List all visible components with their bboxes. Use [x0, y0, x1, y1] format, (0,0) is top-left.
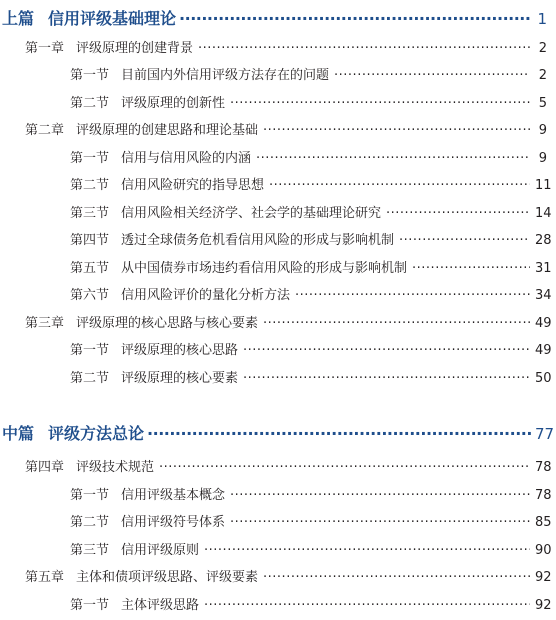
- part-label: 上篇: [2, 9, 35, 28]
- page-number: 50: [535, 371, 552, 386]
- section-title: 信用评级原则: [121, 543, 200, 558]
- toc-part[interactable]: [2, 6, 547, 28]
- section-title: 主体评级思路: [121, 598, 200, 613]
- dot-leader: [230, 515, 530, 530]
- dot-leader: [412, 261, 530, 276]
- dot-leader: [269, 178, 530, 193]
- toc-section[interactable]: [70, 92, 547, 110]
- page-number: 9: [538, 151, 547, 166]
- toc-section[interactable]: [70, 284, 552, 303]
- page-number: 78: [535, 460, 552, 475]
- section-title: 评级原理的核心思路: [121, 343, 239, 358]
- toc-part[interactable]: [2, 421, 555, 443]
- toc-section[interactable]: [70, 257, 552, 276]
- page-number: 90: [535, 543, 552, 558]
- dot-leader: [230, 96, 530, 111]
- dot-leader: [256, 151, 530, 166]
- page-number: 2: [538, 68, 547, 83]
- dot-leader: [386, 206, 530, 221]
- page-number: 85: [535, 515, 552, 530]
- section-title: 透过全球债务危机看信用风险的形成与影响机制: [121, 233, 395, 248]
- chapter-title: 评级原理的核心思路与核心要素: [76, 316, 259, 331]
- part-label: 中篇: [2, 424, 35, 443]
- toc-chapter[interactable]: [25, 312, 552, 331]
- section-label: 第四节: [70, 233, 110, 248]
- page-number: 92: [535, 598, 552, 613]
- page-number: 92: [535, 570, 552, 585]
- toc-chapter[interactable]: [25, 566, 552, 585]
- page-number: 49: [535, 343, 552, 358]
- section-label: 第二节: [70, 178, 110, 193]
- chapter-title: 评级原理的创建背景: [76, 41, 194, 56]
- page-number: 34: [535, 288, 552, 303]
- section-label: 第一节: [70, 68, 110, 83]
- toc-section[interactable]: [70, 594, 552, 613]
- section-label: 第六节: [70, 288, 110, 303]
- dot-leader: [243, 371, 530, 386]
- toc-chapter[interactable]: [25, 456, 552, 475]
- dot-leader: [263, 316, 530, 331]
- page-number: 14: [535, 206, 552, 221]
- toc-section[interactable]: [70, 147, 547, 165]
- dot-leader: [159, 460, 530, 475]
- part-title: 评级方法总论: [48, 424, 145, 443]
- dot-leader: [204, 543, 530, 558]
- chapter-title: 评级原理的创建思路和理论基础: [76, 123, 259, 138]
- section-label: 第三节: [70, 543, 110, 558]
- dot-leader: [147, 424, 532, 443]
- dot-leader: [263, 570, 530, 585]
- section-title: 信用风险相关经济学、社会学的基础理论研究: [121, 206, 382, 221]
- dot-leader: [204, 598, 530, 613]
- toc-section[interactable]: [70, 511, 552, 530]
- chapter-label: 第二章: [25, 123, 65, 138]
- part-title: 信用评级基础理论: [48, 9, 177, 28]
- section-title: 评级原理的创新性: [121, 96, 226, 111]
- section-title: 从中国债券市场违约看信用风险的形成与影响机制: [121, 261, 408, 276]
- page-number: 5: [538, 96, 547, 111]
- toc-section[interactable]: [70, 174, 552, 193]
- dot-leader: [243, 343, 530, 358]
- section-label: 第二节: [70, 96, 110, 111]
- section-label: 第一节: [70, 151, 110, 166]
- section-title: 评级原理的核心要素: [121, 371, 239, 386]
- section-title: 信用风险评价的量化分析方法: [121, 288, 291, 303]
- page-number: 2: [538, 41, 547, 56]
- toc-section[interactable]: [70, 367, 552, 386]
- page-number: 31: [535, 261, 552, 276]
- toc-section[interactable]: [70, 539, 552, 558]
- dot-leader: [334, 68, 530, 83]
- section-label: 第二节: [70, 515, 110, 530]
- page-number: 9: [538, 123, 547, 138]
- dot-leader: [179, 9, 532, 28]
- toc-section[interactable]: [70, 339, 552, 358]
- toc-section[interactable]: [70, 64, 547, 82]
- section-label: 第一节: [70, 488, 110, 503]
- section-title: 信用评级符号体系: [121, 515, 226, 530]
- page-number: 77: [535, 425, 555, 443]
- section-label: 第二节: [70, 371, 110, 386]
- chapter-label: 第五章: [25, 570, 65, 585]
- section-label: 第一节: [70, 343, 110, 358]
- toc-section[interactable]: [70, 484, 552, 503]
- dot-leader: [263, 123, 530, 138]
- page-number: 49: [535, 316, 552, 331]
- chapter-label: 第三章: [25, 316, 65, 331]
- section-title: 信用与信用风险的内涵: [121, 151, 252, 166]
- section-title: 信用风险研究的指导思想: [121, 178, 265, 193]
- dot-leader: [295, 288, 530, 303]
- section-label: 第五节: [70, 261, 110, 276]
- section-label: 第一节: [70, 598, 110, 613]
- dot-leader: [230, 488, 530, 503]
- toc-chapter[interactable]: [25, 37, 547, 55]
- toc-chapter[interactable]: [25, 119, 547, 137]
- page-number: 1: [537, 10, 547, 28]
- toc-section[interactable]: [70, 202, 552, 221]
- page-number: 78: [535, 488, 552, 503]
- section-title: 目前国内外信用评级方法存在的问题: [121, 68, 330, 83]
- toc-section[interactable]: [70, 229, 552, 248]
- chapter-title: 主体和债项评级思路、评级要素: [76, 570, 259, 585]
- dot-leader: [198, 41, 530, 56]
- chapter-label: 第四章: [25, 460, 65, 475]
- section-label: 第三节: [70, 206, 110, 221]
- page-number: 11: [535, 178, 552, 193]
- chapter-label: 第一章: [25, 41, 65, 56]
- section-title: 信用评级基本概念: [121, 488, 226, 503]
- page-number: 28: [535, 233, 552, 248]
- chapter-title: 评级技术规范: [76, 460, 155, 475]
- dot-leader: [399, 233, 530, 248]
